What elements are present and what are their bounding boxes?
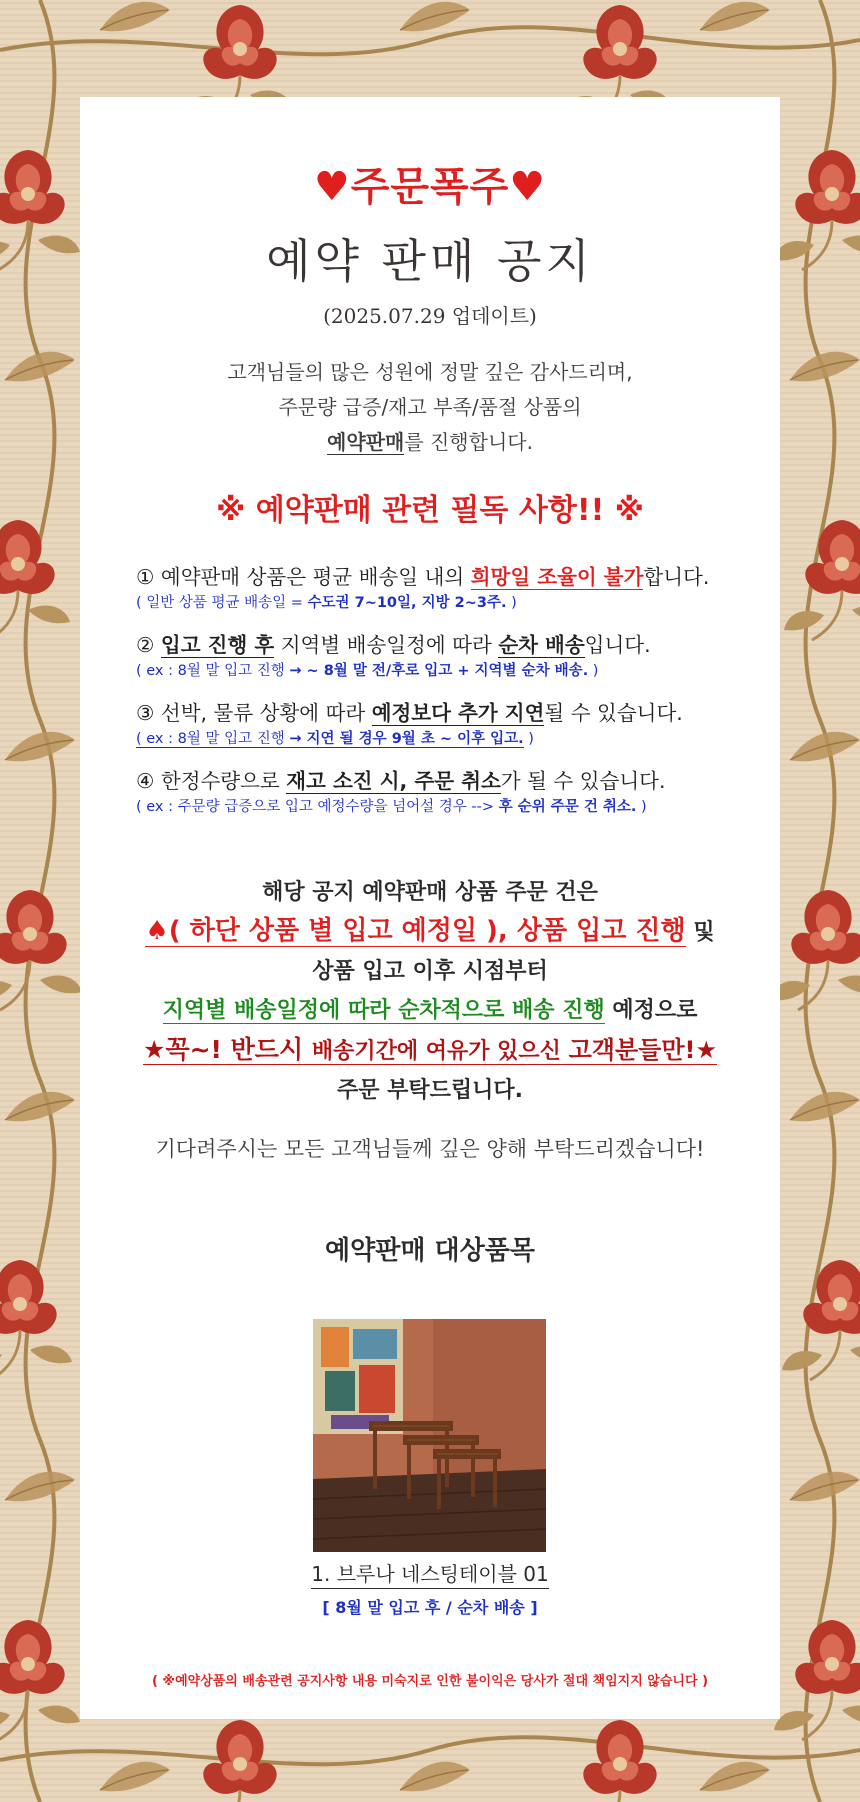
order-highlight-darkred: 고객분들만!★ <box>568 1036 717 1064</box>
product-list-title: 예약판매 대상품목 <box>325 1236 535 1266</box>
order-highlight-green: 지역별 배송일정에 따라 순차적으로 배송 진행 <box>162 998 605 1023</box>
note-item-2 <box>136 630 766 682</box>
note-sub-text: ( 일반 상품 평균 배송일 = <box>136 595 308 611</box>
intro-highlight: 예약판매 <box>327 430 405 454</box>
note-text: ① 예약판매 상품은 평균 배송일 내의 <box>136 565 471 589</box>
update-date: (2025.07.29 업데이트) <box>323 304 537 328</box>
notes-list <box>136 562 766 834</box>
order-line-1: 해당 공지 예약판매 상품 주문 건은 <box>262 880 598 905</box>
note-text: 가 될 수 있습니다. <box>500 769 666 793</box>
note-text: ③ 선박, 물류 상황에 따라 <box>136 701 372 725</box>
note-sub-highlight: 후 순위 주문 건 취소. <box>498 799 637 815</box>
note-highlight: 재고 소진 시, 주문 취소 <box>286 769 501 793</box>
order-highlight-darkred: ★꼭~! 반드시 <box>143 1035 312 1064</box>
order-line-6: 주문 부탁드립니다. <box>336 1078 524 1103</box>
page-title: 예약 판매 공지 <box>266 234 594 288</box>
headline: ♥주문폭주♥ <box>313 164 547 210</box>
note-sub-text: ( ex : 8월 말 입고 진행 <box>136 731 290 747</box>
note-highlight: 희망일 조율이 불가 <box>470 565 644 589</box>
thanks-message: 기다려주시는 모든 고객님들께 깊은 양해 부탁드리겠습니다! <box>155 1137 705 1161</box>
order-line-4 <box>80 991 780 1030</box>
note-text: 입니다. <box>584 633 651 657</box>
note-text: 될 수 있습니다. <box>544 701 683 725</box>
note-highlight: 입고 진행 후 <box>160 633 275 657</box>
note-text: 합니다. <box>643 565 710 589</box>
must-read-heading: ※ 예약판매 관련 필독 사항!! ※ <box>216 493 644 528</box>
note-highlight: 순차 배송 <box>498 633 585 657</box>
intro-text <box>80 355 780 460</box>
note-sub-highlight: → ~ 8월 말 전/후로 입고 + 지역별 순차 배송. <box>289 663 589 679</box>
note-sub-text: ( ex : 주문량 급증으로 입고 예정수량을 넘어설 경우 --> <box>136 799 499 815</box>
order-highlight-red: ♠( 하단 상품 별 입고 예정일 ), 상품 입고 진행 <box>145 916 686 946</box>
product-status: [ 8월 말 입고 후 / 순차 배송 ] <box>322 1598 538 1617</box>
note-text: ④ 한정수량으로 <box>136 769 287 793</box>
note-sub-text: ) <box>506 595 517 611</box>
intro-line-2: 주문량 급증/재고 부족/품절 상품의 <box>278 395 582 419</box>
product-name-label[interactable]: 1. 브루나 네스팅테이블 01 <box>311 1562 548 1589</box>
note-sub-highlight: 수도권 7~10일, 지방 2~3주. <box>307 595 507 611</box>
order-text: 및 <box>685 920 715 945</box>
order-highlight-darkred: 배송기간에 여유가 있으신 <box>311 1039 569 1064</box>
disclaimer: ( ※예약상품의 배송관련 공지사항 내용 미숙지로 인한 불이익은 당사가 절대 책임지지 않습니다 ) <box>151 1674 709 1689</box>
note-sub-text: ( ex : 8월 말 입고 진행 <box>136 663 290 679</box>
order-line-5 <box>80 1030 780 1071</box>
note-sub-text: ) <box>523 731 534 747</box>
intro-line-3-rest: 를 진행합니다. <box>404 430 533 454</box>
product-image[interactable] <box>313 1319 546 1552</box>
note-item-1 <box>136 562 766 614</box>
order-notice <box>80 873 780 1110</box>
order-line-2 <box>80 912 780 952</box>
note-item-3 <box>136 698 766 750</box>
product-name[interactable] <box>80 1558 780 1587</box>
note-item-4 <box>136 766 766 818</box>
intro-line-3 <box>80 425 780 460</box>
note-text: 지역별 배송일정에 따라 <box>274 633 499 657</box>
intro-line-1: 고객님들의 많은 성원에 정말 깊은 감사드리며, <box>227 360 633 384</box>
note-sub-text: ) <box>588 663 599 679</box>
order-line-3: 상품 입고 이후 시점부터 <box>312 959 548 984</box>
note-sub-highlight: → 지연 될 경우 9월 초 ~ 이후 입고. <box>289 731 524 747</box>
note-highlight: 예정보다 추가 지연 <box>371 701 545 725</box>
order-text: 예정으로 <box>604 998 698 1023</box>
notice-card <box>80 97 780 1719</box>
note-text: ② <box>136 633 161 657</box>
note-sub-text: ) <box>636 799 647 815</box>
